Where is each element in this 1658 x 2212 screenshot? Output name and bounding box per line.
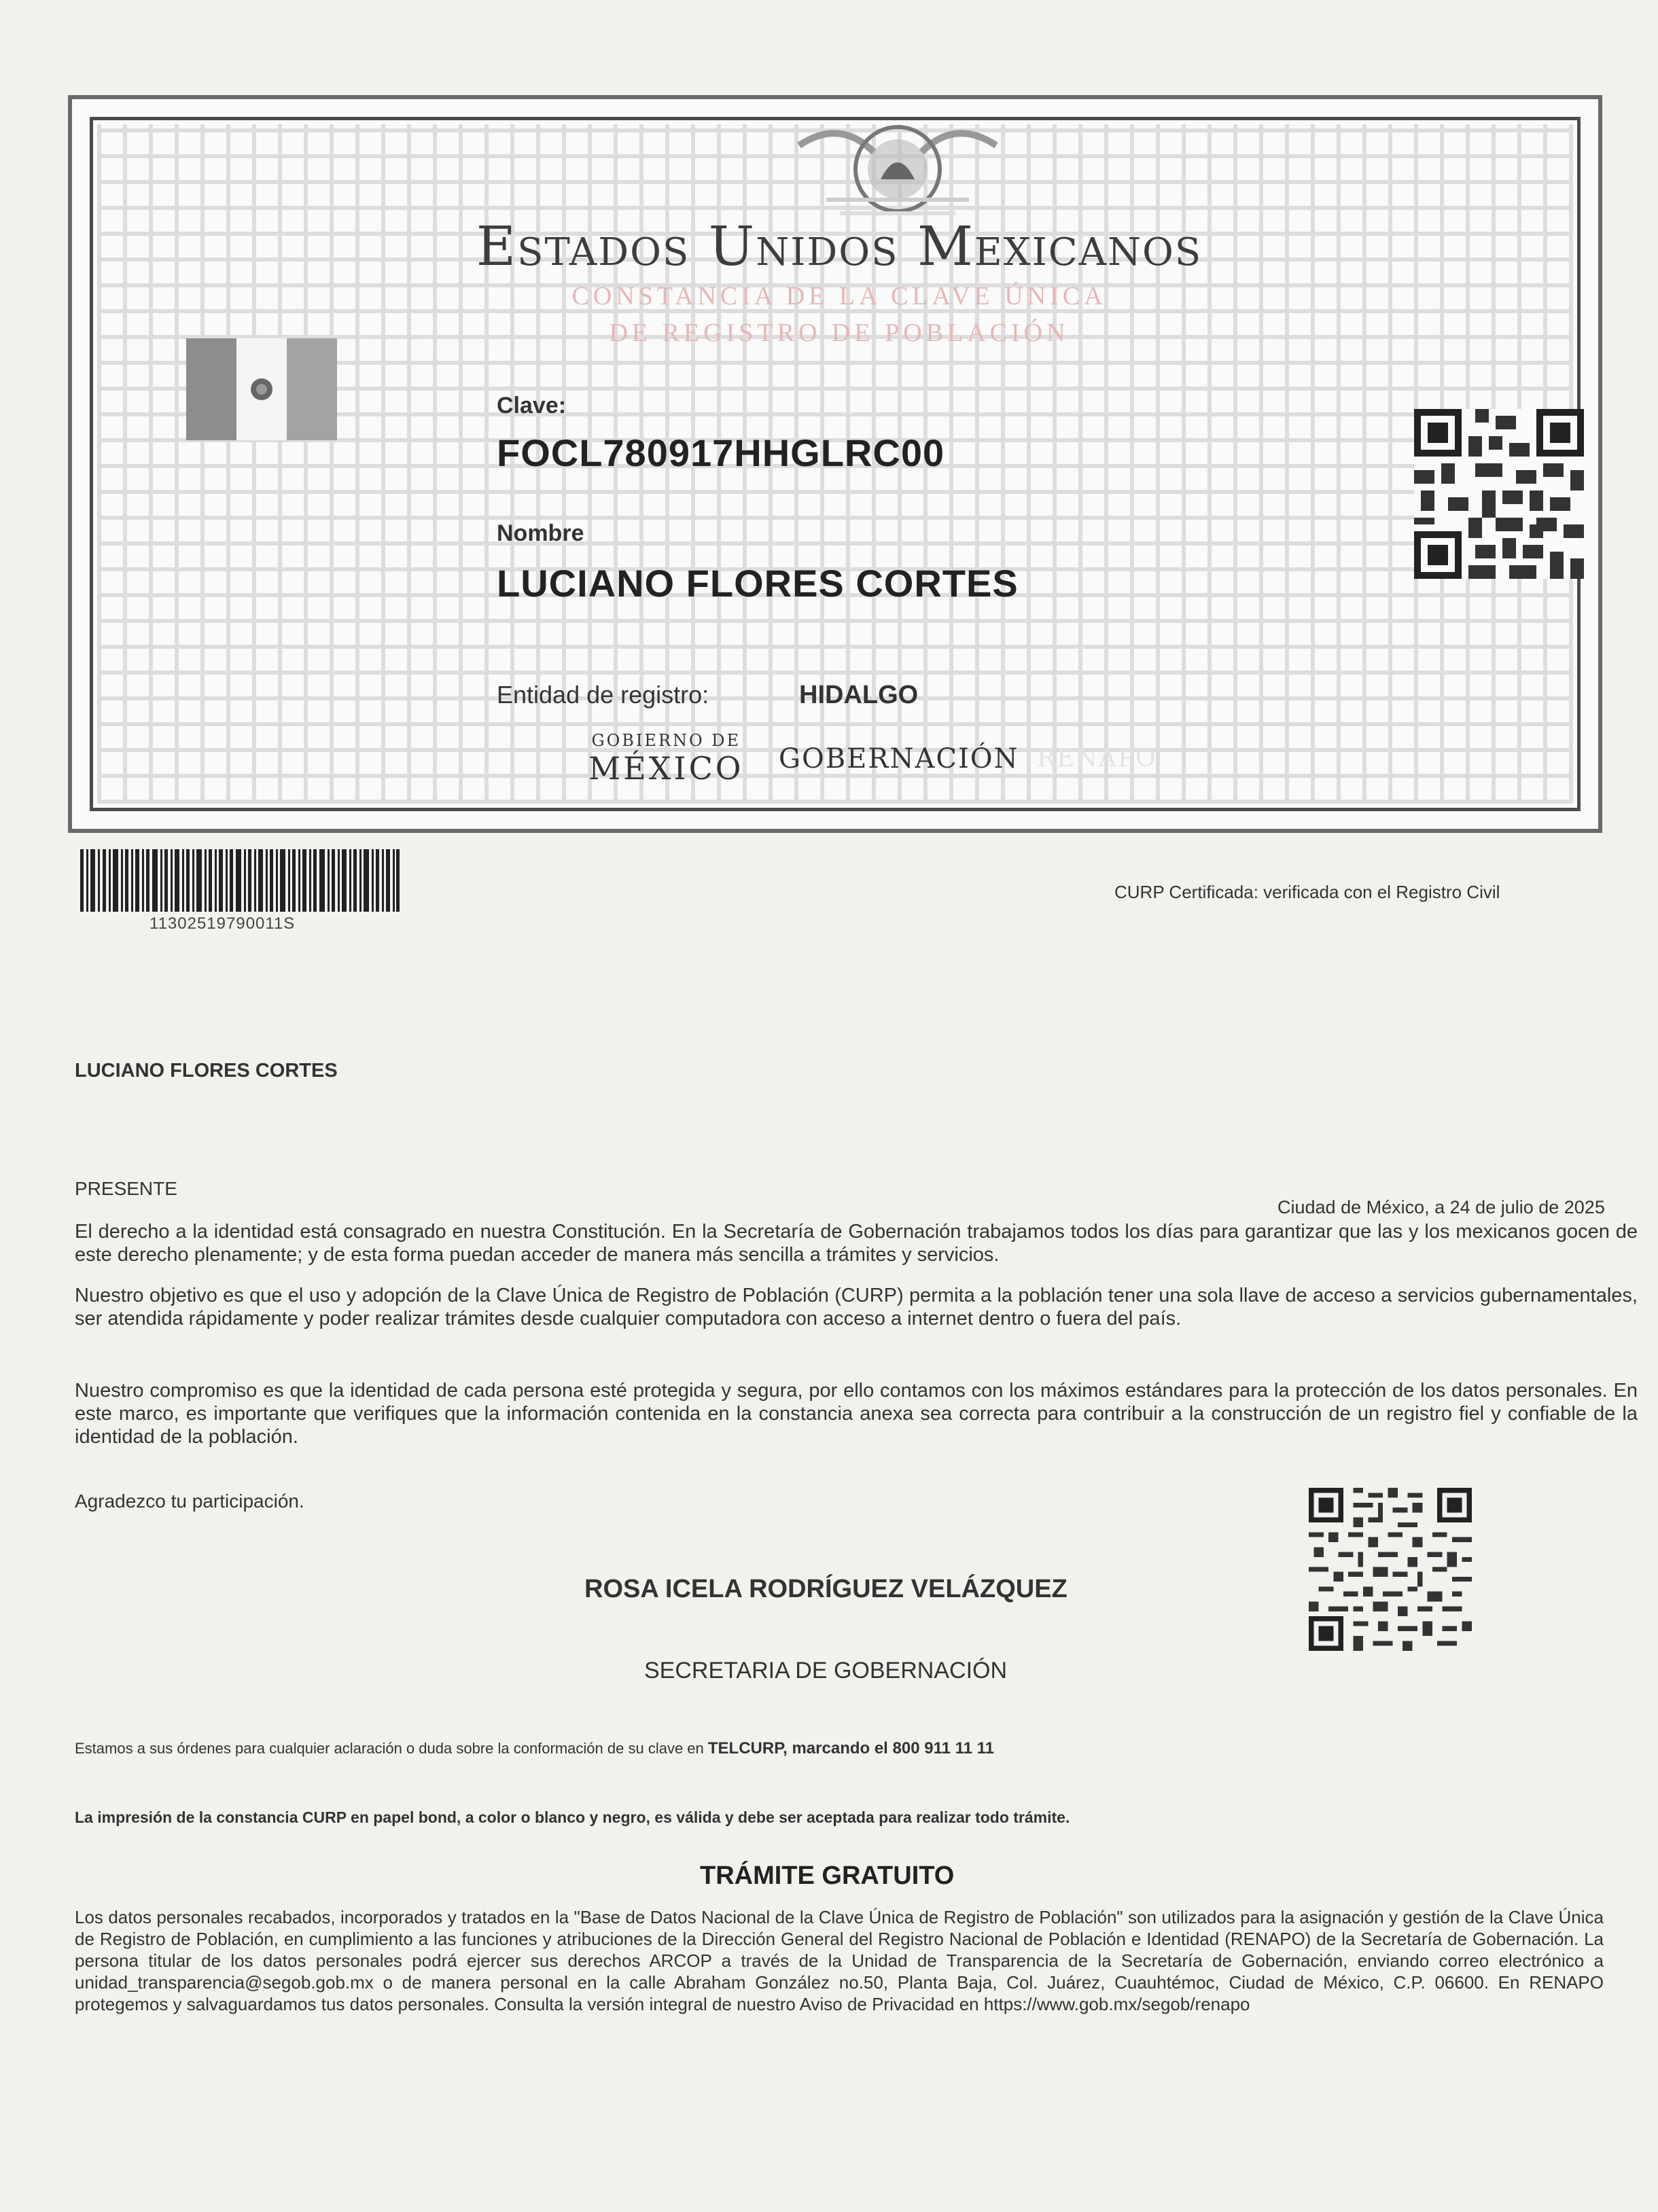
letter-place-date: Ciudad de México, a 24 de julio de 2025 — [1277, 1197, 1605, 1217]
signer-title: SECRETARIA DE GOBERNACIÓN — [644, 1658, 1008, 1683]
letter-paragraph-3: Nuestro compromiso es que la identidad de cada persona esté protegida y segura, por ello contamos con los máximos estándares para la protección de los datos personales. En este marco, es importante que verifiques que la información contenida en la constancia anexa sea correcta para contribuir a la construcción de un registro fiel y confiable de la identidad de la población. — [75, 1380, 1638, 1448]
letter-recipient: LUCIANO FLORES CORTES — [75, 1060, 338, 1082]
logo-gob-line2: MÉXICO — [588, 750, 744, 787]
letter-thanks: Agradezco tu participación. — [75, 1491, 304, 1512]
free-notice: TRÁMITE GRATUITO — [700, 1861, 955, 1890]
letter-paragraph-1: El derecho a la identidad está consagrado en nuestra Constitución. En la Secretaría de Gobernación trabajamos todos los días para garantizar que las y los mexicanos gocen de este derecho plenamente; y de esta forma puedan acceder de manera más sencilla a trámites y servicios. — [75, 1221, 1638, 1266]
privacy-notice: Los datos personales recabados, incorporados y tratados en la "Base de Datos Nacional de la Clave Única de Registro de Población" son utilizados para la asignación y gestión de la Clave Única de Registro de Población, en cumplimiento a las funciones y atribuciones de la Dirección General del Registro Nacional de Población e Identidad (RENAPO) de la Secretaría de Gobernación. La persona titular de los datos personales podrá ejercer sus derechos ARCOP a través de la Unidad de Transparencia de la Secretaría de Gobernación, enviando correo electrónico a unidad_transparencia@segob.gob.mx o de manera personal en la calle Abraham González no.50, Planta Baja, Col. Juárez, Cuauhtémoc, Ciudad de México, C.P. 06600. En RENAPO protegemos y salvaguardamos tus datos personales. Consulta la versión integral de nuestro Aviso de Privacidad en https://www.gob.mx/segob/renapo — [75, 1907, 1604, 2014]
entidad-value: HIDALGO — [799, 681, 919, 709]
entidad-label: Entidad de registro: — [497, 681, 709, 709]
nombre-label: Nombre — [497, 520, 584, 546]
contact-telcurp: TELCURP, marcando el 800 911 11 11 — [707, 1739, 995, 1758]
barcode-number: 11302519790011S — [149, 914, 296, 933]
print-notice: La impresión de la constancia CURP en papel bond, a color o blanco y negro, es válida y debe ser aceptada para realizar todo trámite. — [75, 1808, 1070, 1826]
constancia-subtitle-line2: DE REGISTRO DE POBLACIÓN — [609, 319, 1070, 347]
qr-code-icon — [1414, 409, 1584, 579]
renapo-logo: RENAPO — [1037, 745, 1157, 772]
gobernacion-logo: GOBERNACIÓN — [779, 743, 1019, 774]
mexican-flag-icon — [186, 338, 337, 440]
curp-certificate-card — [68, 95, 1602, 833]
contact-text: Estamos a sus órdenes para cualquier aclaración o duda sobre la conformación de su clave en — [75, 1740, 704, 1757]
gobierno-de-mexico-logo — [588, 731, 744, 787]
logo-gob-line1: GOBIERNO DE — [591, 731, 741, 750]
letter-presente: PRESENTE — [75, 1178, 177, 1199]
clave-label: Clave: — [497, 393, 567, 418]
signer-name: ROSA ICELA RODRÍGUEZ VELÁZQUEZ — [584, 1575, 1068, 1603]
clave-value: FOCL780917HHGLRC00 — [497, 431, 945, 474]
nombre-value: LUCIANO FLORES CORTES — [497, 562, 1019, 605]
certified-note: CURP Certificada: verificada con el Registro Civil — [1114, 882, 1500, 902]
country-title: Estados Unidos Mexicanos — [476, 215, 1203, 278]
letter-paragraph-2: Nuestro objetivo es que el uso y adopción de la Clave Única de Registro de Población (CURP) permita a la población tener una sola llave de acceso a servicios gubernamentales, ser atendida rápidamente y poder realizar trámites desde cualquier computadora con acceso a internet dentro o fuera del país. — [75, 1285, 1638, 1330]
contact-line — [75, 1739, 994, 1758]
qr-code-icon — [1309, 1488, 1472, 1651]
barcode-icon — [80, 849, 400, 912]
constancia-subtitle-line1: CONSTANCIA DE LA CLAVE ÚNICA — [571, 282, 1107, 310]
